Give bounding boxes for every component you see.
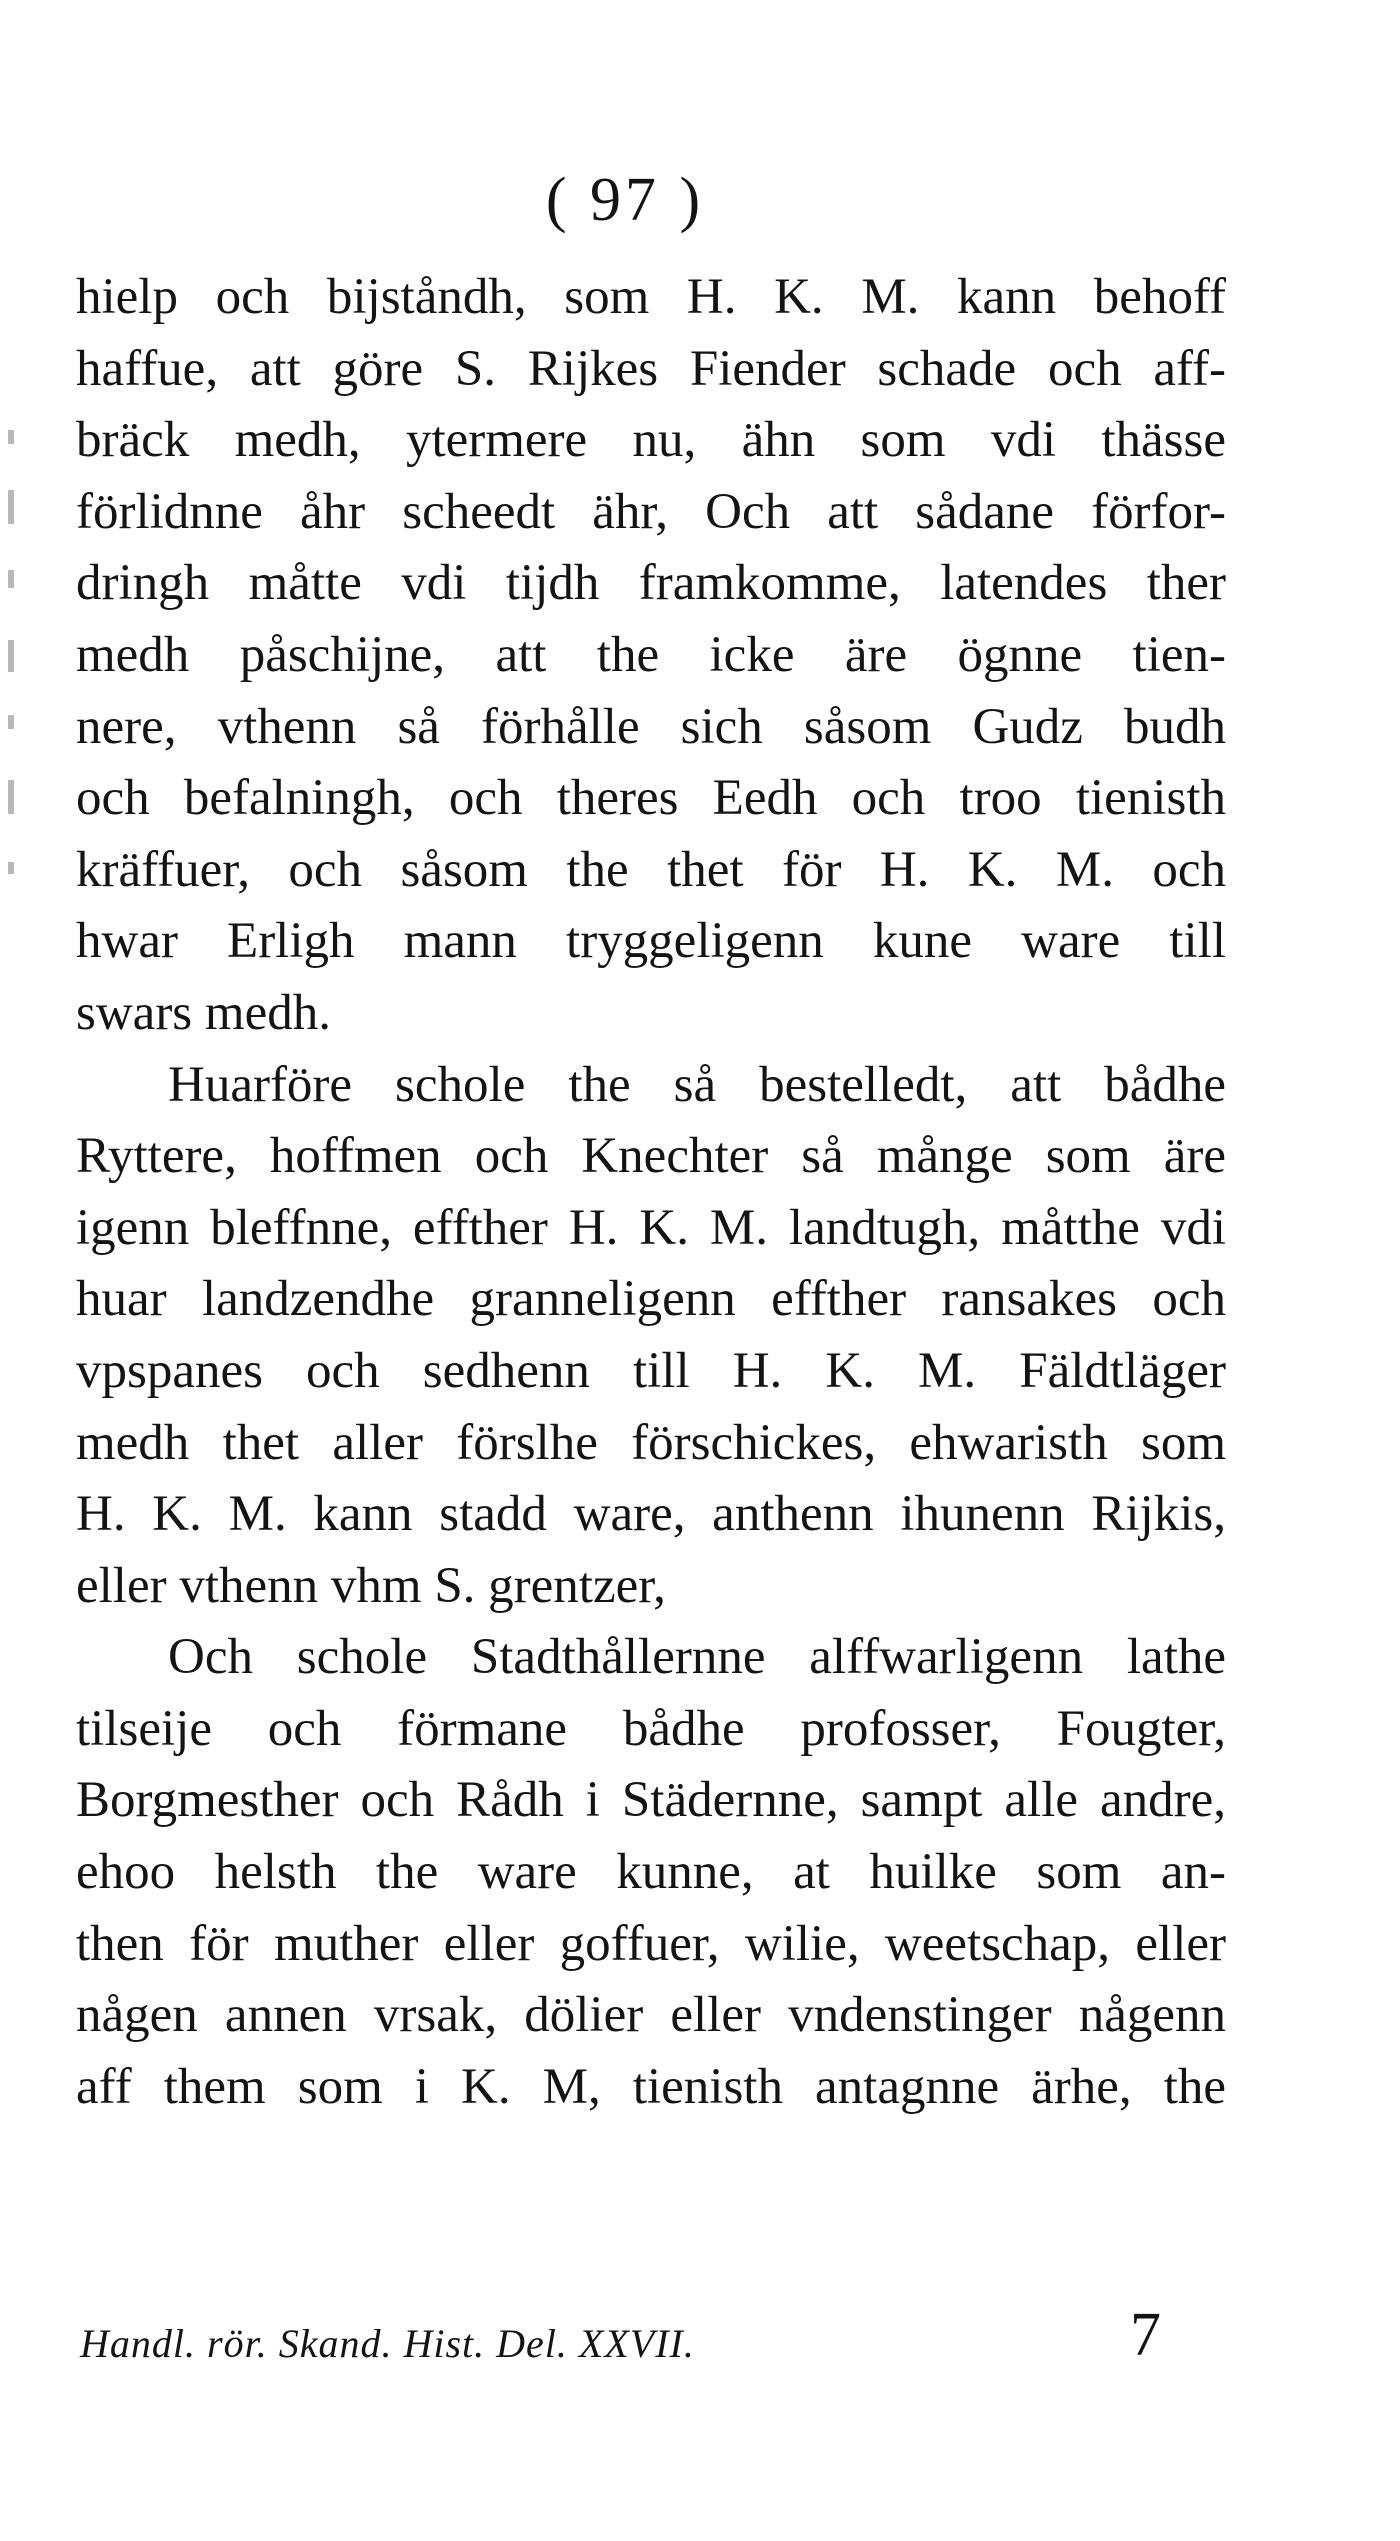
text-line: nere, vthenn så förhålle sich såsom Gudz budh bbox=[76, 698, 1226, 755]
text-line: dringh måtte vdi tijdh framkomme, latendes ther bbox=[76, 555, 1226, 612]
text-line: then för muther eller goffuer, wilie, weetschap, eller bbox=[76, 1915, 1226, 1972]
page-number: ( 97 ) bbox=[545, 166, 705, 234]
text-line: bräck medh, ytermere nu, ähn som vdi thässe bbox=[76, 412, 1226, 469]
text-line: vpspanes och sedhenn till H. K. M. Fäldtläger bbox=[76, 1342, 1226, 1399]
margin-mark bbox=[8, 715, 14, 729]
text-line: aff them som i K. M, tienisth antagnne ärhe, the bbox=[76, 2058, 1226, 2115]
paragraph bbox=[76, 1622, 1226, 2123]
text-line: igenn bleffnne, effther H. K. M. landtugh, måtthe vdi bbox=[76, 1199, 1226, 1256]
text-line: ehoo helsth the ware kunne, at huilke som an- bbox=[76, 1844, 1226, 1901]
text-line: huar landzendhe granneligenn effther ransakes och bbox=[76, 1271, 1226, 1328]
text-line: hwar Erligh mann tryggeligenn kune ware till bbox=[76, 913, 1226, 970]
text-line: Huarföre schole the så bestelledt, att bådhe bbox=[168, 1056, 1226, 1113]
margin-mark bbox=[8, 430, 14, 444]
text-line: Borgmesther och Rådh i Städernne, sampt alle andre, bbox=[76, 1772, 1226, 1829]
text-line: haffue, att göre S. Rijkes Fiender schade och aff- bbox=[76, 340, 1226, 397]
text-line: Och schole Stadthållernne alffwarligenn lathe bbox=[168, 1629, 1226, 1686]
paragraph bbox=[76, 1050, 1226, 1623]
text-line: H. K. M. kann stadd ware, anthenn ihunenn Rijkis, bbox=[76, 1486, 1226, 1543]
text-line: Ryttere, hoffmen och Knechter så månge som äre bbox=[76, 1128, 1226, 1185]
margin-mark bbox=[8, 640, 14, 672]
text-line: tilseije och förmane bådhe profosser, Fougter, bbox=[76, 1700, 1226, 1757]
text-line: medh påschijne, att the icke äre ögnne tien- bbox=[76, 626, 1226, 683]
page-footer bbox=[0, 2301, 1400, 2400]
text-line: kräffuer, och såsom the thet för H. K. M. och bbox=[76, 841, 1226, 898]
text-line: förlidnne åhr scheedt ähr, Och att sådane förfor- bbox=[76, 483, 1226, 540]
text-line: swars medh. bbox=[76, 984, 331, 1041]
text-line: någen annen vrsak, dölier eller vndenstinger någenn bbox=[76, 1987, 1226, 2044]
text-line: medh thet aller förslhe förschickes, ehwaristh som bbox=[76, 1414, 1226, 1471]
paragraph bbox=[76, 262, 1226, 1050]
text-line: eller vthenn vhm S. grentzer, bbox=[76, 1557, 666, 1614]
text-line: hielp och bijståndh, som H. K. M. kann behoff bbox=[76, 269, 1226, 325]
margin-mark bbox=[8, 570, 14, 588]
body-text bbox=[76, 262, 1226, 2123]
margin-mark bbox=[8, 780, 14, 814]
text-line: och befalningh, och theres Eedh och troo tienisth bbox=[76, 770, 1226, 827]
signature-mark: Handl. rör. Skand. Hist. Del. XXVII. bbox=[80, 2321, 695, 2366]
margin-mark bbox=[8, 862, 14, 874]
margin-mark bbox=[8, 490, 14, 524]
sheet-number: 7 bbox=[1130, 2301, 1161, 2369]
